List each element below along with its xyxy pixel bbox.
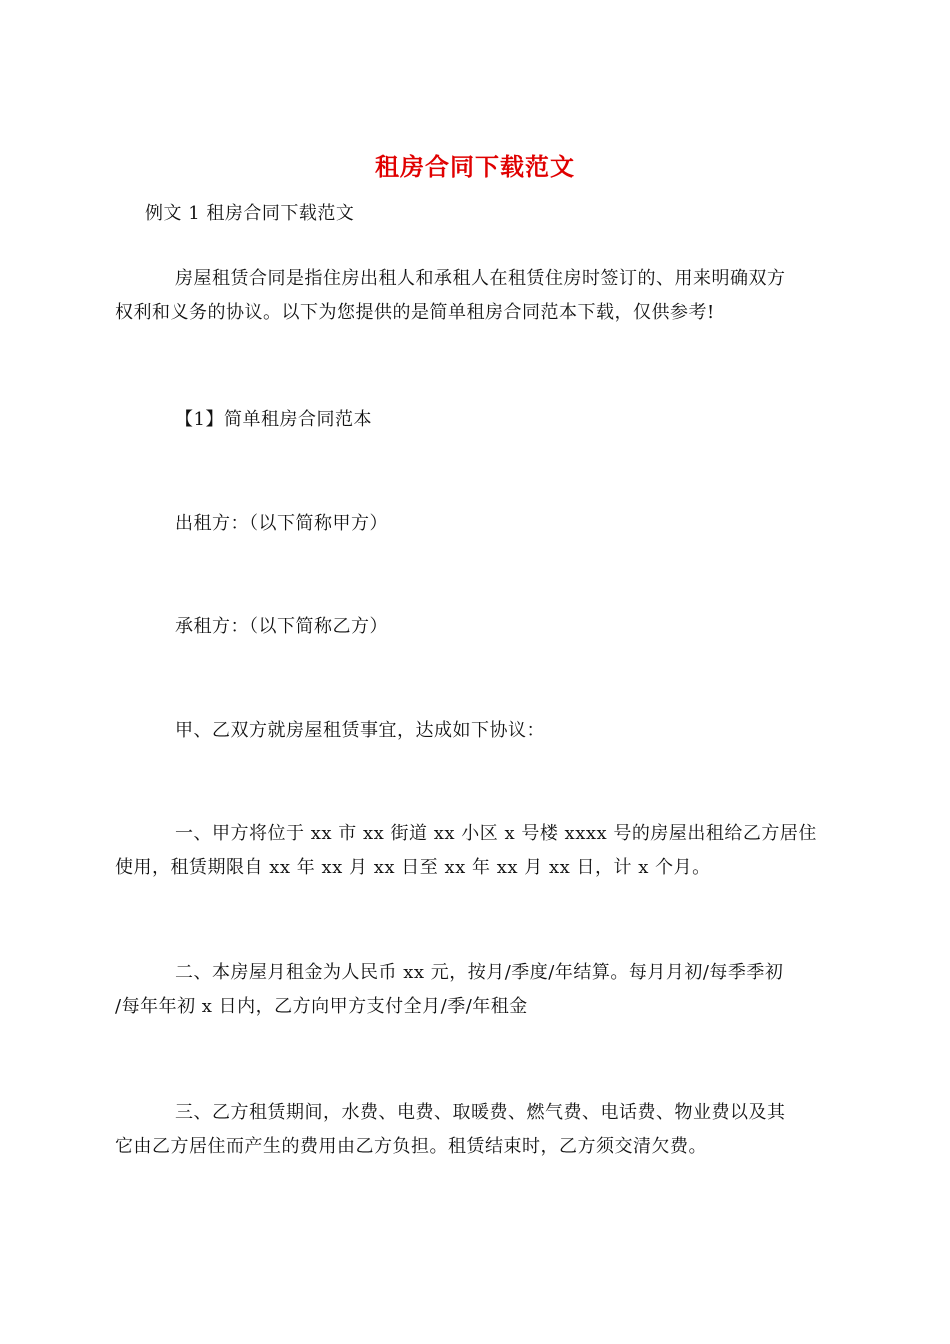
clause-1-line-2: 使用，租赁期限自 xx 年 xx 月 xx 日至 xx 年 xx 月 xx 日，计 x 个月。 (115, 857, 711, 878)
agreement-intro: 甲、乙双方就房屋租赁事宜，达成如下协议： (175, 720, 545, 741)
clause-3-line-1: 三、乙方租赁期间，水费、电费、取暖费、燃气费、电话费、物业费以及其 (175, 1102, 786, 1123)
lessee-line: 承租方：（以下简称乙方） (175, 616, 388, 637)
lessor-line: 出租方：（以下简称甲方） (175, 513, 388, 534)
intro-paragraph (115, 262, 810, 330)
document-title: 租房合同下载范文 (375, 152, 575, 181)
clause-2 (115, 956, 810, 1024)
document-subtitle: 例文 1 租房合同下载范文 (145, 203, 355, 224)
section-heading: 【1】简单租房合同范本 (175, 409, 372, 430)
clause-3 (115, 1096, 810, 1164)
clause-2-line-1: 二、本房屋月租金为人民币 xx 元，按月/季度/年结算。每月月初/每季季初 (175, 962, 784, 983)
clause-2-line-2: /每年年初 x 日内，乙方向甲方支付全月/季/年租金 (115, 996, 528, 1017)
intro-line-1: 房屋租赁合同是指住房出租人和承租人在租赁住房时签订的、用来明确双方 (175, 268, 786, 289)
intro-line-2: 权利和义务的协议。以下为您提供的是简单租房合同范本下载，仅供参考! (115, 302, 715, 323)
clause-1 (115, 817, 817, 885)
clause-3-line-2: 它由乙方居住而产生的费用由乙方负担。租赁结束时，乙方须交清欠费。 (115, 1136, 707, 1157)
clause-1-line-1: 一、甲方将位于 xx 市 xx 街道 xx 小区 x 号楼 xxxx 号的房屋出租给乙方居住 (175, 823, 817, 844)
